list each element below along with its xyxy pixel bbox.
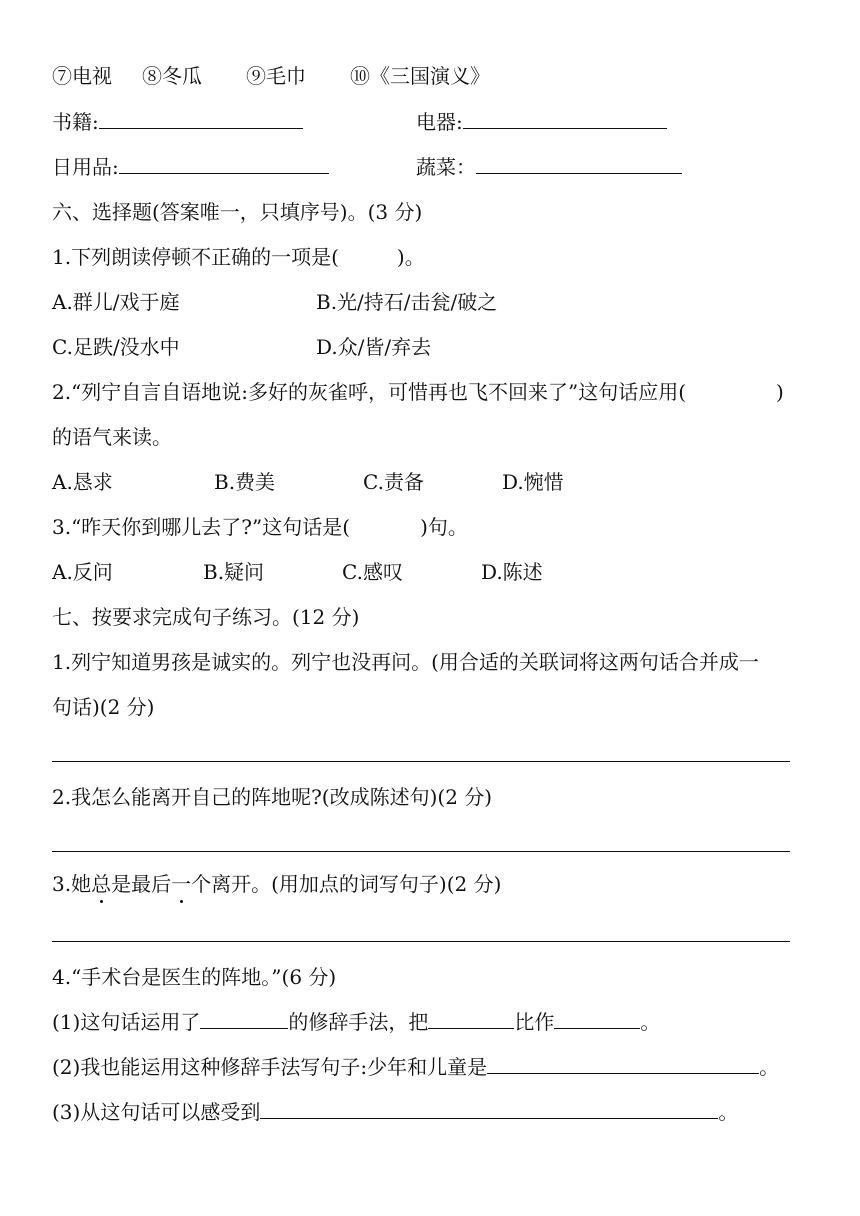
q7-3-text-post: 个离开。(用加点的词写句子)(2 分) — [191, 872, 502, 896]
daily-answer-blank[interactable] — [119, 153, 329, 174]
q6-3-option-d: D.陈述 — [481, 560, 543, 584]
daily-label: 日用品: — [52, 155, 119, 179]
q7-4-stem: 4.“手术台是医生的阵地。”(6 分) — [52, 965, 337, 989]
classification-items — [52, 62, 490, 90]
item-wax-gourd: ⑧冬瓜 — [142, 64, 202, 88]
tenor-blank[interactable] — [428, 1008, 514, 1029]
q6-3-option-c: C.感叹 — [342, 560, 403, 584]
q6-3-stem-text: 3.“昨天你到哪儿去了?”这句话是( — [52, 515, 351, 539]
q7-1-answer-line[interactable] — [52, 761, 790, 762]
q6-1-option-d: D.众/皆/弃去 — [316, 335, 432, 359]
q7-2-stem: 2.我怎么能离开自己的阵地呢?(改成陈述句)(2 分) — [52, 785, 493, 809]
item-three-kingdoms: ⑩《三国演义》 — [350, 64, 490, 88]
metaphor-sentence-blank[interactable] — [487, 1053, 759, 1074]
q6-1-option-a: A.群儿/戏于庭 — [52, 290, 180, 314]
vegetables-label: 蔬菜： — [416, 155, 476, 179]
q6-3-option-a: A.反问 — [52, 560, 113, 584]
q7-4-1-text-c: 比作 — [514, 1010, 555, 1034]
dotted-word-1: 总 — [91, 872, 112, 896]
q7-4-2-text-b: 。 — [759, 1055, 780, 1079]
q6-3-stem-end: )句。 — [420, 515, 468, 539]
q7-3-answer-line[interactable] — [52, 941, 790, 942]
vegetables-answer-blank[interactable] — [476, 153, 682, 174]
appliances-row — [416, 108, 667, 136]
q7-4-part-1 — [52, 1008, 660, 1036]
q6-2-stem-cont: 的语气来读。 — [52, 425, 172, 449]
q7-4-3-text-a: (3)从这句话可以感受到 — [52, 1100, 261, 1124]
q7-3-text-mid: 是最后 — [111, 872, 172, 896]
q7-4-2-text-a: (2)我也能运用这种修辞手法写句子:少年和儿童是 — [52, 1055, 488, 1079]
vegetables-row — [416, 153, 682, 181]
q6-2-option-d: D.惋惜 — [502, 470, 564, 494]
books-answer-blank[interactable] — [99, 108, 303, 129]
q6-1-option-c: C.足跌/没水中 — [52, 335, 180, 359]
q7-4-3-text-b: 。 — [718, 1100, 739, 1124]
q7-1-stem-cont: 句话)(2 分) — [52, 695, 155, 719]
vehicle-blank[interactable] — [554, 1008, 640, 1029]
q6-2-stem-close: ) — [776, 380, 784, 404]
q6-2-option-c: C.责备 — [363, 470, 424, 494]
q6-1-option-b: B.光/持石/击瓮/破之 — [316, 290, 498, 314]
section-6-heading: 六、选择题(答案唯一，只填序号)。(3 分) — [52, 200, 423, 224]
q7-2-answer-line[interactable] — [52, 851, 790, 852]
q6-1-stem-end: )。 — [396, 245, 425, 269]
q7-4-1-text-b: 的修辞手法，把 — [288, 1010, 429, 1034]
q6-2-option-b: B.费美 — [214, 470, 276, 494]
q6-2-stem-text: 2.“列宁自言自语地说:多好的灰雀呼，可惜再也飞不回来了”这句话应用( — [52, 380, 687, 404]
q7-3-stem — [52, 870, 501, 898]
appliances-label: 电器: — [416, 110, 463, 134]
q6-2-stem — [52, 378, 686, 406]
q6-3-option-b: B.疑问 — [203, 560, 265, 584]
daily-row — [52, 153, 329, 181]
appliances-answer-blank[interactable] — [463, 108, 667, 129]
q7-4-1-text-a: (1)这句话运用了 — [52, 1010, 201, 1034]
q7-4-part-3 — [52, 1098, 738, 1126]
q6-2-option-a: A.恳求 — [52, 470, 113, 494]
rhetoric-blank[interactable] — [200, 1008, 288, 1029]
books-row — [52, 108, 303, 136]
q7-1-stem: 1.列宁知道男孩是诚实的。列宁也没再问。(用合适的关联词将这两句话合并成一 — [52, 650, 759, 674]
section-7-heading: 七、按要求完成句子练习。(12 分) — [52, 605, 360, 629]
q7-3-text-pre: 3.她 — [52, 872, 92, 896]
q6-1-stem — [52, 243, 425, 271]
q7-4-part-2 — [52, 1053, 779, 1081]
q7-4-1-text-d: 。 — [640, 1010, 661, 1034]
q6-3-stem — [52, 513, 468, 541]
dotted-word-2: 一 — [171, 872, 192, 896]
item-tv: ⑦电视 — [52, 64, 112, 88]
feeling-blank[interactable] — [260, 1098, 718, 1119]
books-label: 书籍: — [52, 110, 99, 134]
item-towel: ⑨毛巾 — [246, 64, 306, 88]
q6-1-stem-text: 1.下列朗读停顿不正确的一项是( — [52, 245, 339, 269]
